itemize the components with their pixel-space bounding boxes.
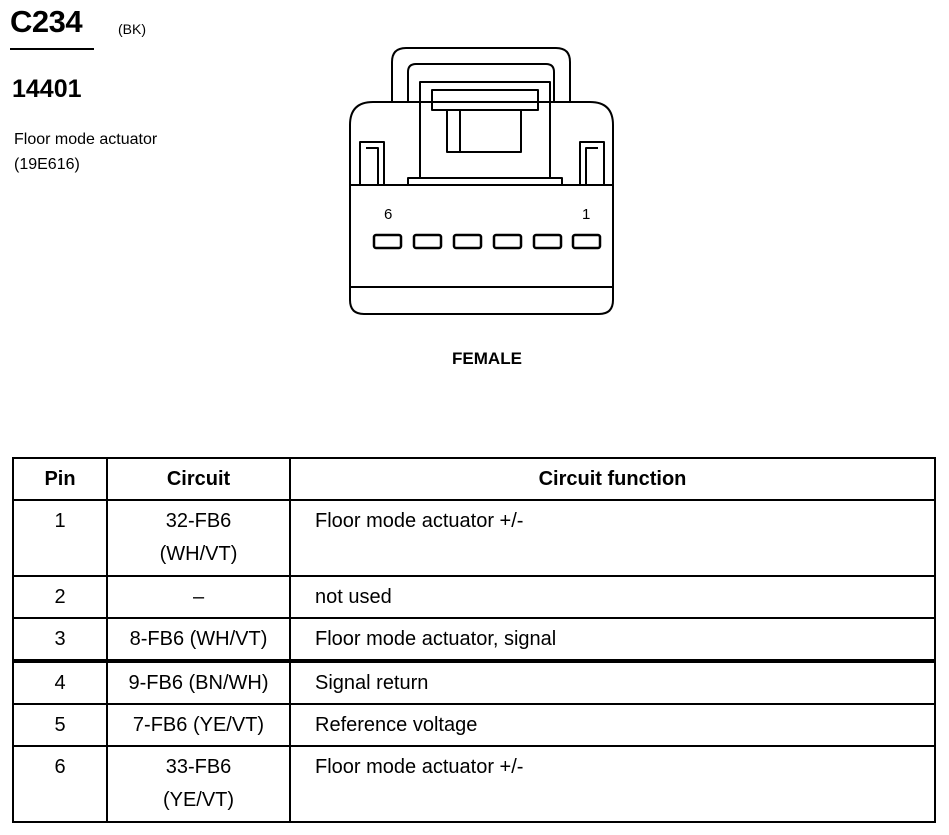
circuit-cell bbox=[107, 746, 290, 822]
circuit-color: (WH/VT) bbox=[159, 543, 238, 565]
circuit-id: 8-FB6 (WH/VT) bbox=[107, 618, 290, 661]
connector-color: (BK) bbox=[118, 21, 146, 37]
pin-number: 2 bbox=[13, 576, 107, 618]
header-circuit: Circuit bbox=[107, 458, 290, 500]
pin-number: 5 bbox=[13, 704, 107, 746]
circuit-function: Floor mode actuator +/- bbox=[290, 500, 935, 576]
header-circuit-function: Circuit function bbox=[290, 458, 935, 500]
pin-cavity-3 bbox=[494, 235, 521, 248]
pin-number: 3 bbox=[13, 618, 107, 661]
pin-number: 6 bbox=[13, 746, 107, 822]
pin-cavity-6 bbox=[374, 235, 401, 248]
circuit-function: Reference voltage bbox=[290, 704, 935, 746]
component-code: (19E616) bbox=[14, 156, 80, 173]
pin-label-6: 6 bbox=[384, 206, 393, 223]
circuit-id: 9-FB6 (BN/WH) bbox=[107, 661, 290, 704]
circuit-cell bbox=[107, 500, 290, 576]
component-name: Floor mode actuator bbox=[14, 131, 158, 148]
part-number: 14401 bbox=[12, 75, 82, 103]
circuit-color: (YE/VT) bbox=[162, 789, 235, 811]
pin-number: 1 bbox=[13, 500, 107, 576]
latch-outer bbox=[392, 48, 570, 102]
pin-cavity-5 bbox=[414, 235, 441, 248]
circuit-id: 7-FB6 (YE/VT) bbox=[107, 704, 290, 746]
pin-table bbox=[12, 457, 936, 823]
pin-cavities bbox=[374, 235, 600, 248]
header-pin: Pin bbox=[13, 458, 107, 500]
table-row bbox=[13, 704, 935, 746]
table-row bbox=[13, 618, 935, 661]
pin-number: 4 bbox=[13, 661, 107, 704]
circuit-function: Floor mode actuator, signal bbox=[290, 618, 935, 661]
circuit-function: Signal return bbox=[290, 661, 935, 704]
pin-cavity-1 bbox=[573, 235, 600, 248]
pin-cavity-4 bbox=[454, 235, 481, 248]
connector-id: C234 bbox=[10, 4, 83, 39]
circuit-id: – bbox=[107, 576, 290, 618]
table-header-row bbox=[13, 458, 935, 500]
table-row bbox=[13, 746, 935, 822]
connector-face-diagram bbox=[340, 40, 630, 322]
latch-lock bbox=[420, 82, 550, 178]
connector-gender: FEMALE bbox=[452, 349, 522, 368]
table-row bbox=[13, 500, 935, 576]
pin-cavity-2 bbox=[534, 235, 561, 248]
circuit-function: Floor mode actuator +/- bbox=[290, 746, 935, 822]
title-underline bbox=[10, 48, 94, 50]
pin-label-1: 1 bbox=[582, 206, 591, 223]
circuit-id: 33-FB6 bbox=[165, 756, 232, 778]
circuit-function: not used bbox=[290, 576, 935, 618]
circuit-id: 32-FB6 bbox=[165, 510, 232, 532]
table-row bbox=[13, 576, 935, 618]
table-row bbox=[13, 661, 935, 704]
